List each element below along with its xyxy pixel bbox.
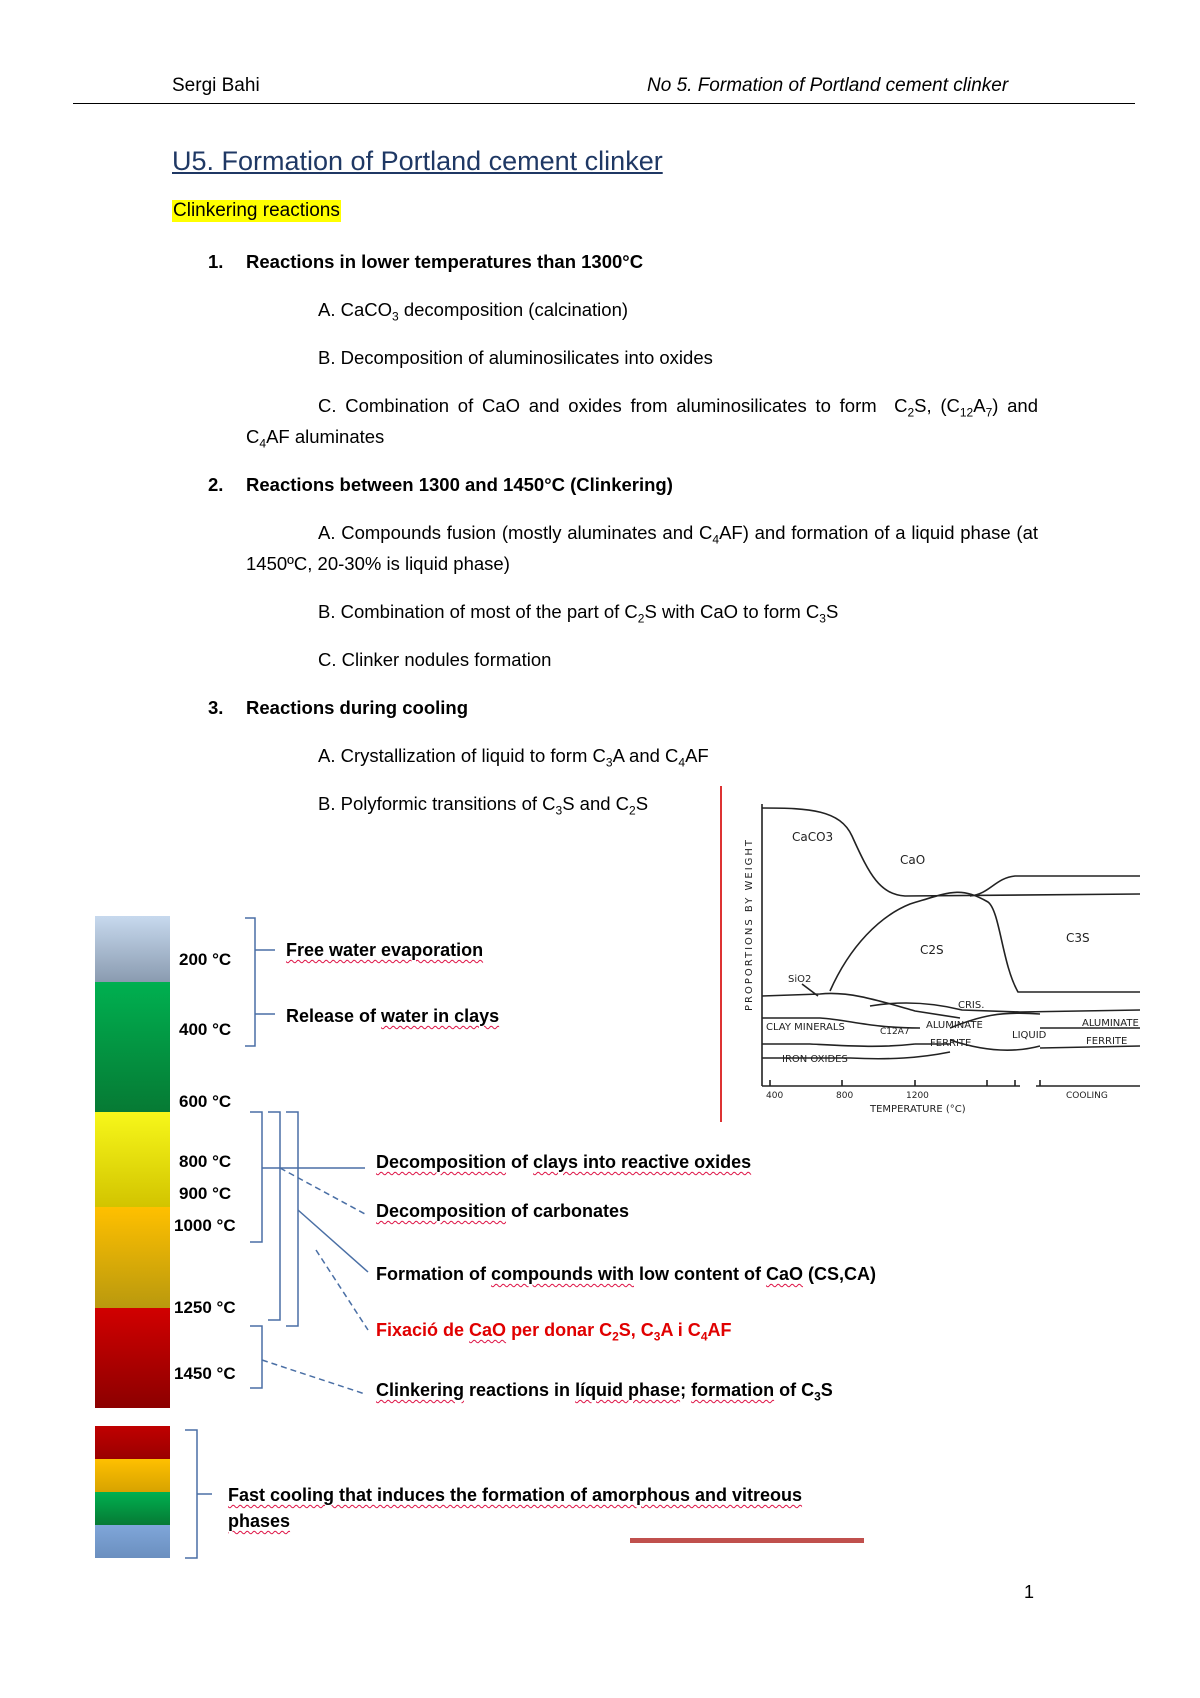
- chart-xlabel: TEMPERATURE (°C): [870, 1104, 966, 1115]
- tick-400: 400: [766, 1091, 784, 1101]
- reaction-1-item-a: A. CaCO$_3$ decomposition (calcination): [318, 299, 629, 324]
- temp-900: 900 °C: [179, 1184, 232, 1203]
- red-accent-line: [630, 1538, 864, 1543]
- bracket-600-1000: [250, 1112, 262, 1242]
- connector-clinkering: [262, 1360, 365, 1394]
- temp-1250: 1250 °C: [174, 1298, 236, 1317]
- label-liquid: LIQUID: [1012, 1030, 1047, 1041]
- label-fast-cooling: [228, 1482, 828, 1534]
- temp-800: 800 °C: [179, 1152, 232, 1171]
- label-fast-cooling-line1: Fast cooling that induces the formation of amorphous and vitreous: [228, 1485, 803, 1505]
- bracket-600-1450-outer: [286, 1112, 298, 1326]
- reaction-1-item-c: C. Combination of CaO and oxides from aluminosilicates to form $C_2S$, $(C_{12}A_7)$ and $C_4AF$ aluminates: [246, 395, 1038, 451]
- header-author: Sergi Bahi: [172, 75, 260, 96]
- reaction-2-item-a: A. Compounds fusion (mostly aluminates and $C_4AF$) and formation of a liquid phase (at 1450ºC, 20-30% is liquid phase): [246, 522, 1038, 574]
- label-aluminate: ALUMINATE: [926, 1020, 983, 1031]
- label-c3s: C3S: [1066, 931, 1090, 945]
- label-release-water: Release of water in clays: [286, 1006, 500, 1026]
- bracket-water: [245, 918, 255, 1046]
- reaction-2-number: 2.: [208, 474, 224, 495]
- page-number: 1: [1024, 1582, 1035, 1602]
- label-formation-compounds: Formation of compounds with low content of CaO (CS,CA): [376, 1264, 877, 1284]
- reaction-2-item-b: B. Combination of most of the part of $C_2S$ with CaO to form $C_3S$: [318, 601, 839, 626]
- label-caco3: CaCO3: [792, 830, 834, 844]
- label-fixacio: Fixació de CaO per donar $C_2S$, $C_3A$ i $C_4AF$: [376, 1320, 732, 1344]
- label-ferrite-2: FERRITE: [1086, 1036, 1128, 1047]
- label-ferrite: FERRITE: [930, 1038, 972, 1049]
- temp-200: 200 °C: [179, 950, 232, 969]
- bracket-cooling: [185, 1430, 197, 1558]
- cooling-color-bar: [95, 1426, 170, 1558]
- label-free-water: Free water evaporation: [286, 940, 484, 960]
- label-clay-minerals: CLAY MINERALS: [766, 1022, 845, 1033]
- label-c12a7: C12A7: [880, 1027, 910, 1037]
- reaction-3-item-b: B. Polyformic transitions of $C_3S$ and $C_2S$: [318, 793, 649, 818]
- bracket-600-1250: [268, 1112, 280, 1320]
- label-iron-oxides: IRON OXIDES: [782, 1054, 848, 1065]
- reaction-1-heading: Reactions in lower temperatures than 1300°C: [246, 251, 644, 272]
- label-c2s: C2S: [920, 943, 944, 957]
- label-cris: CRIS.: [958, 1000, 985, 1011]
- label-decomp-clays: Decomposition of clays into reactive oxides: [376, 1152, 752, 1172]
- reaction-3-item-a: A. Crystallization of liquid to form $C_3A$ and $C_4AF$: [318, 745, 709, 770]
- label-fast-cooling-line2: phases: [228, 1511, 291, 1531]
- connector-formation: [298, 1210, 368, 1272]
- reaction-2-heading: Reactions between 1300 and 1450°C (Clinkering): [246, 474, 673, 495]
- section-label: Clinkering reactions: [173, 200, 340, 221]
- temp-400: 400 °C: [179, 1020, 232, 1039]
- tick-1200: 1200: [906, 1091, 929, 1101]
- reaction-2-item-c: C. Clinker nodules formation: [318, 649, 552, 670]
- label-aluminate-2: ALUMINATE: [1082, 1018, 1139, 1029]
- chart-ylabel: PROPORTIONS BY WEIGHT: [744, 837, 755, 1011]
- page-title: U5. Formation of Portland cement clinker: [172, 146, 663, 176]
- label-cao: CaO: [900, 853, 926, 867]
- tick-800: 800: [836, 1091, 854, 1101]
- label-decomp-carbonates: Decomposition of carbonates: [376, 1201, 630, 1221]
- temp-600: 600 °C: [179, 1092, 232, 1111]
- label-sio2: SiO2: [788, 974, 812, 985]
- reaction-1-number: 1.: [208, 251, 224, 272]
- reaction-1-item-b: B. Decomposition of aluminosilicates into oxides: [318, 347, 713, 368]
- header-doc-title: No 5. Formation of Portland cement clinker: [647, 75, 1009, 96]
- reaction-3-number: 3.: [208, 697, 224, 718]
- tick-cooling: COOLING: [1066, 1091, 1108, 1101]
- temp-1450: 1450 °C: [174, 1364, 236, 1383]
- connector-decomp-carbonates: [280, 1168, 365, 1214]
- reaction-3-heading: Reactions during cooling: [246, 697, 469, 718]
- label-clinkering-liquid: Clinkering reactions in líquid phase; formation of $C_3S$: [376, 1380, 833, 1404]
- temp-1000: 1000 °C: [174, 1216, 236, 1235]
- connector-fixacio: [316, 1250, 368, 1330]
- bracket-1250-1450: [250, 1326, 262, 1388]
